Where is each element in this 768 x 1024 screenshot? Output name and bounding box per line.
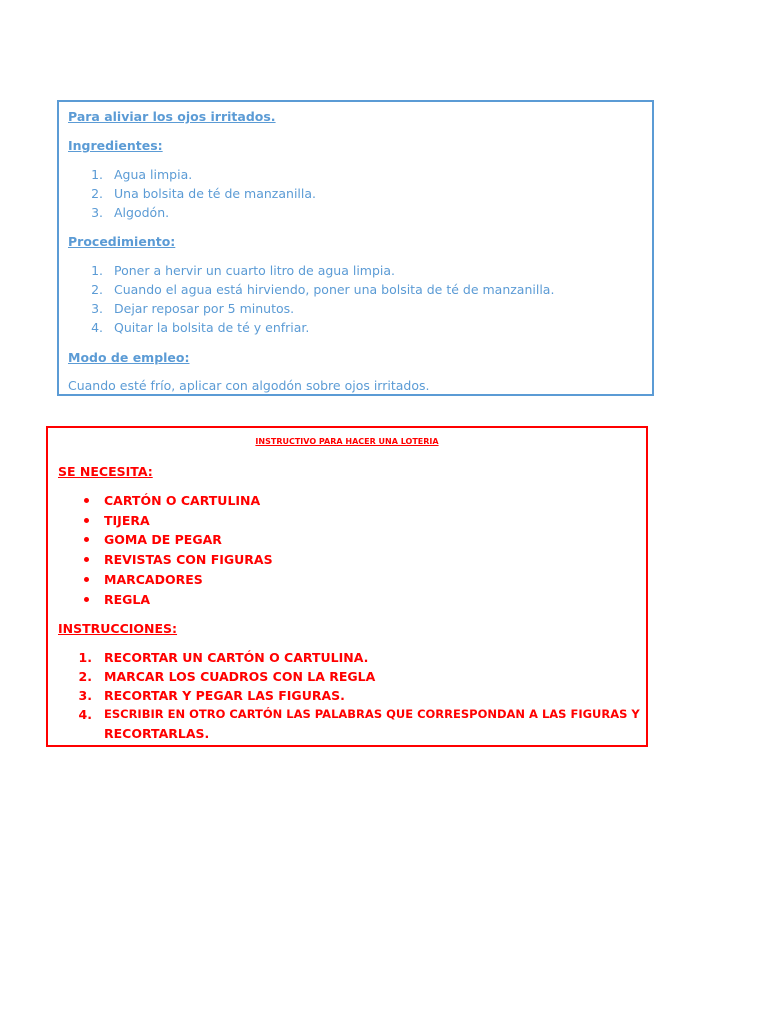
bullet-icon — [84, 597, 89, 602]
bullet-icon — [84, 577, 89, 582]
bullet-icon — [84, 498, 89, 503]
list-number: 2. — [91, 186, 103, 201]
bullet-icon — [84, 557, 89, 562]
instruction-step: RECORTAR Y PEGAR LAS FIGURAS. — [104, 688, 345, 703]
material-item: TIJERA — [104, 513, 150, 528]
ingredient-item: Agua limpia. — [114, 167, 193, 182]
ingredient-item: Una bolsita de té de manzanilla. — [114, 186, 316, 201]
bullet-icon — [84, 537, 89, 542]
list-number: 4. — [78, 707, 92, 722]
material-item: REVISTAS CON FIGURAS — [104, 552, 273, 567]
list-number: 3. — [78, 688, 92, 703]
list-number: 2. — [78, 669, 92, 684]
procedure-step: Poner a hervir un cuarto litro de agua limpia. — [114, 263, 396, 278]
material-item: GOMA DE PEGAR — [104, 532, 222, 547]
list-number: 1. — [91, 167, 103, 182]
bullet-icon — [84, 518, 89, 523]
list-number: 2. — [91, 282, 103, 297]
instruction-step: ESCRIBIR EN OTRO CARTÓN LAS PALABRAS QUE CORRESPONDAN A LAS FIGURAS Y — [104, 707, 640, 721]
procedure-step: Quitar la bolsita de té y enfriar. — [114, 320, 310, 335]
procedure-step: Dejar reposar por 5 minutos. — [114, 301, 295, 316]
instruction-step: RECORTAR UN CARTÓN O CARTULINA. — [104, 650, 369, 665]
ingredients-heading: Ingredientes: — [68, 138, 163, 153]
material-item: REGLA — [104, 592, 151, 607]
list-number: 1. — [91, 263, 103, 278]
instructions-heading: INSTRUCCIONES: — [58, 621, 178, 636]
usage-heading: Modo de empleo: — [68, 350, 190, 365]
loteria-box — [46, 426, 648, 747]
procedure-step: Cuando el agua está hirviendo, poner una bolsita de té de manzanilla. — [114, 282, 555, 297]
ingredient-item: Algodón. — [114, 205, 170, 220]
list-number: 3. — [91, 205, 103, 220]
remedy-box — [57, 100, 654, 396]
usage-text: Cuando esté frío, aplicar con algodón sobre ojos irritados. — [68, 378, 430, 393]
instruction-step-continued: RECORTARLAS. — [104, 726, 210, 741]
list-number: 3. — [91, 301, 103, 316]
remedy-title: Para aliviar los ojos irritados. — [68, 109, 276, 124]
list-number: 4. — [91, 320, 103, 335]
materials-heading: SE NECESITA: — [58, 464, 153, 479]
list-number: 1. — [78, 650, 92, 665]
material-item: MARCADORES — [104, 572, 203, 587]
procedure-heading: Procedimiento: — [68, 234, 176, 249]
loteria-title: INSTRUCTIVO PARA HACER UNA LOTERIA — [255, 437, 439, 446]
instruction-step: MARCAR LOS CUADROS CON LA REGLA — [104, 669, 376, 684]
material-item: CARTÓN O CARTULINA — [104, 493, 261, 508]
